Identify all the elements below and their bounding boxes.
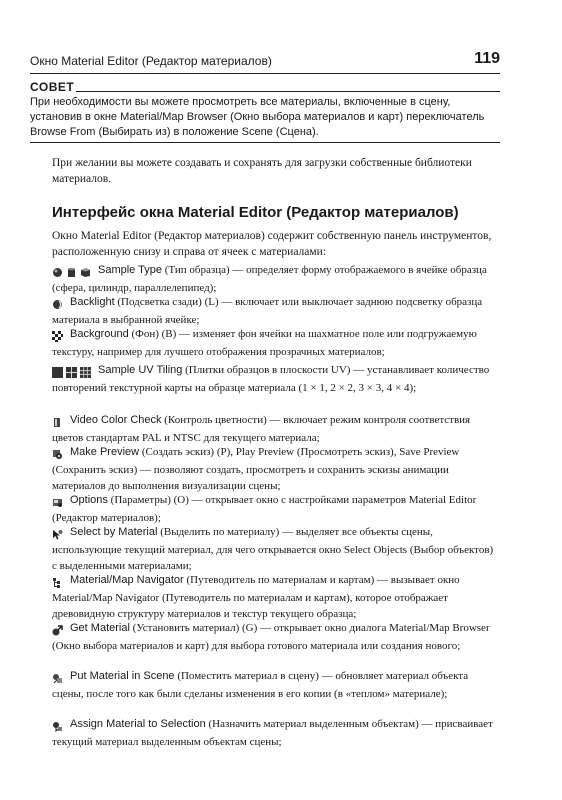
item-text: (Фон) (B) — изменяет фон ячейки на шахматное поле или подгружаемую текстуру, например для лучшего отображения прозрачных материалов; (52, 328, 477, 358)
item-name: Put Material in Scene (70, 670, 175, 682)
list-item (52, 294, 500, 328)
item-name: Backlight (70, 296, 115, 308)
page-number: 119 (474, 50, 500, 67)
navigator-icon (52, 577, 63, 588)
tiling-1-icon (52, 367, 63, 378)
item-text: (Выделить по материалу) — выделяет все объекты сцены, использующие текущий материал, для чего открывается окно Select Objects (Выбор объектов) с выделенными материалами; (52, 526, 494, 572)
item-name: Material/Map Navigator (70, 574, 184, 586)
list-item (52, 362, 500, 396)
item-text: (Установить материал) (G) — открывает окно диалога Material/Map Browser (Окно выбора материалов и карт) для выбора готового материала или создания нового; (52, 622, 490, 652)
list-item (52, 572, 500, 622)
item-text: (Путеводитель по материалам и картам) — вызывает окно Material/Map Navigator (Путеводитель по материалам и картам), которое отображает древовидную структуру материалов и текстур текущего образца; (52, 574, 460, 620)
tiling-3-icon (80, 367, 91, 378)
body-paragraph: При желании вы можете создавать и сохранять для загрузки собственные библиотеки материалов. (52, 157, 472, 185)
tip-text: При необходимости вы можете просмотреть все материалы, включенные в сцену, установив в окне Material/Map Browser (Окно выбора материалов и карт) переключатель Browse From (Выбирать из) в положение Scene (Сцена). (30, 96, 485, 138)
running-header-title: Окно Material Editor (Редактор материалов) (30, 54, 272, 68)
item-name: Make Preview (70, 446, 140, 458)
item-name: Options (70, 494, 108, 506)
list-item (52, 620, 500, 654)
item-name: Sample Type (98, 264, 163, 276)
tip-bottom-rule (30, 142, 500, 143)
intro-paragraph: Окно Material Editor (Редактор материалов) содержит собственную панель инструментов, расположенную снизу и справа от ячеек с материалами: (52, 230, 492, 258)
item-name: Sample UV Tiling (98, 364, 183, 376)
checker-icon (52, 331, 63, 342)
sphere-icon (52, 267, 63, 278)
list-item (52, 262, 500, 296)
item-text: (Плитки образцов в плоскости UV) — устанавливает количество повторений текстурной карты на образце материала (1 × 1, 2 × 2, 3 × 3, 4 × 4); (52, 364, 490, 394)
header-rule (30, 73, 500, 74)
list-item (52, 716, 500, 750)
list-item (52, 326, 500, 360)
item-name: Video Color Check (70, 414, 162, 426)
item-text: (Создать эскиз) (P), Play Preview (Просмотреть эскиз), Save Preview (Сохранить эскиз) — позволяют создать, просмотреть и сохранить эскизы анимации материалов до выполнения визуализации сцены; (52, 446, 460, 492)
list-item (52, 412, 500, 446)
put-material-icon (52, 673, 63, 684)
cylinder-icon (66, 267, 77, 278)
assign-material-icon (52, 721, 63, 732)
options-icon (52, 497, 63, 508)
list-item (52, 492, 500, 526)
tip-top-rule (76, 91, 500, 92)
list-item (52, 444, 500, 494)
item-text: (Параметры) (O) — открывает окно с настройками параметров Material Editor (Редактор материалов); (52, 494, 477, 524)
tip-label: СОВЕТ (30, 80, 75, 94)
box-icon (80, 267, 91, 278)
select-by-material-icon (52, 529, 63, 540)
item-name: Get Material (70, 622, 130, 634)
get-material-icon (52, 625, 63, 636)
list-item (52, 668, 500, 702)
item-text: (Назначить материал выделенным объектам) — присваивает текущий материал выделенным объектам сцены; (52, 718, 493, 748)
section-title: Интерфейс окна Material Editor (Редактор материалов) (52, 204, 459, 221)
item-text: (Подсветка сзади) (L) — включает или выключает заднюю подсветку образца материала в выбранной ячейке; (52, 296, 483, 326)
item-text: (Контроль цветности) — включает режим контроля соответствия цветов стандартам PAL и NTSC для текущего материала; (52, 414, 471, 444)
item-name: Select by Material (70, 526, 158, 538)
item-name: Assign Material to Selection (70, 718, 206, 730)
item-text: (Тип образца) — определяет форму отображаемого в ячейке образца (сфера, цилиндр, параллелепипед); (52, 264, 487, 294)
tiling-2-icon (66, 367, 77, 378)
preview-icon (52, 449, 63, 460)
item-name: Background (70, 328, 129, 340)
running-header (30, 50, 500, 72)
list-item (52, 524, 500, 574)
video-check-icon (52, 417, 63, 428)
item-text: (Поместить материал в сцену) — обновляет материал объекта сцены, после того как были сделаны изменения в его копии (в «теплом» материале); (52, 670, 469, 700)
backlight-icon (52, 299, 63, 310)
